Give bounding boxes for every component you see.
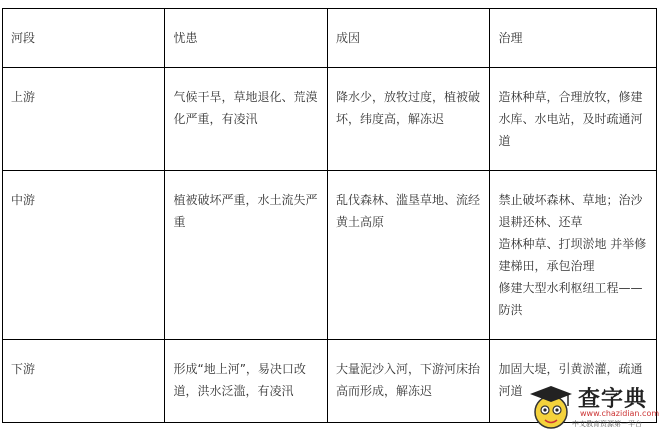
treatment-line: 禁止破坏森林、草地；治沙退耕还林、还草 — [498, 193, 643, 229]
segment-cell: 中游 — [3, 171, 164, 339]
header-cell-cause: 成因 — [328, 9, 489, 67]
treatment-line: 修建大型水利枢纽工程——防洪 — [498, 281, 643, 317]
river-management-table — [2, 8, 660, 423]
treatment-line: 造林种草、打坝淤地 并举修建梯田，承包治理 — [498, 237, 647, 273]
segment-cell: 上游 — [3, 68, 164, 170]
problem-cell: 形成“地上河”，易决口改道，洪水泛滥，有凌汛 — [165, 340, 326, 422]
problem-cell: 气候干旱，草地退化、荒漠化严重，有凌汛 — [165, 68, 326, 170]
table-header-row — [3, 9, 656, 67]
watermark-title: 查字典 — [578, 387, 648, 412]
site-watermark — [526, 380, 660, 432]
treatment-cell — [490, 171, 656, 339]
treatment-line: 造林种草，合理放牧，修建水库、水电站，及时疏通河道 — [498, 90, 643, 148]
header-cell-problem: 忧患 — [165, 9, 326, 67]
table-row — [3, 171, 656, 339]
watermark-url: www.chazidian.com — [580, 409, 660, 418]
segment-cell: 下游 — [3, 340, 164, 422]
treatment-line: 加固大堤，引黄淤灌，疏通河道 — [498, 362, 643, 398]
cause-cell: 乱伐森林、滥垦草地、流经黄土高原 — [328, 171, 489, 339]
problem-cell: 植被破坏严重，水土流失严重 — [165, 171, 326, 339]
header-cell-segment: 河段 — [3, 9, 164, 67]
cause-cell: 降水少，放牧过度，植被破坏，纬度高，解冻迟 — [328, 68, 489, 170]
watermark-subtitle: 中文教育资源第一平台 — [572, 420, 642, 428]
table-row — [3, 68, 656, 170]
treatment-cell — [490, 68, 656, 170]
header-cell-treatment: 治理 — [490, 9, 656, 67]
cause-cell: 大量泥沙入河，下游河床抬高而形成，解冻迟 — [328, 340, 489, 422]
graduate-mascot-icon — [526, 380, 576, 432]
